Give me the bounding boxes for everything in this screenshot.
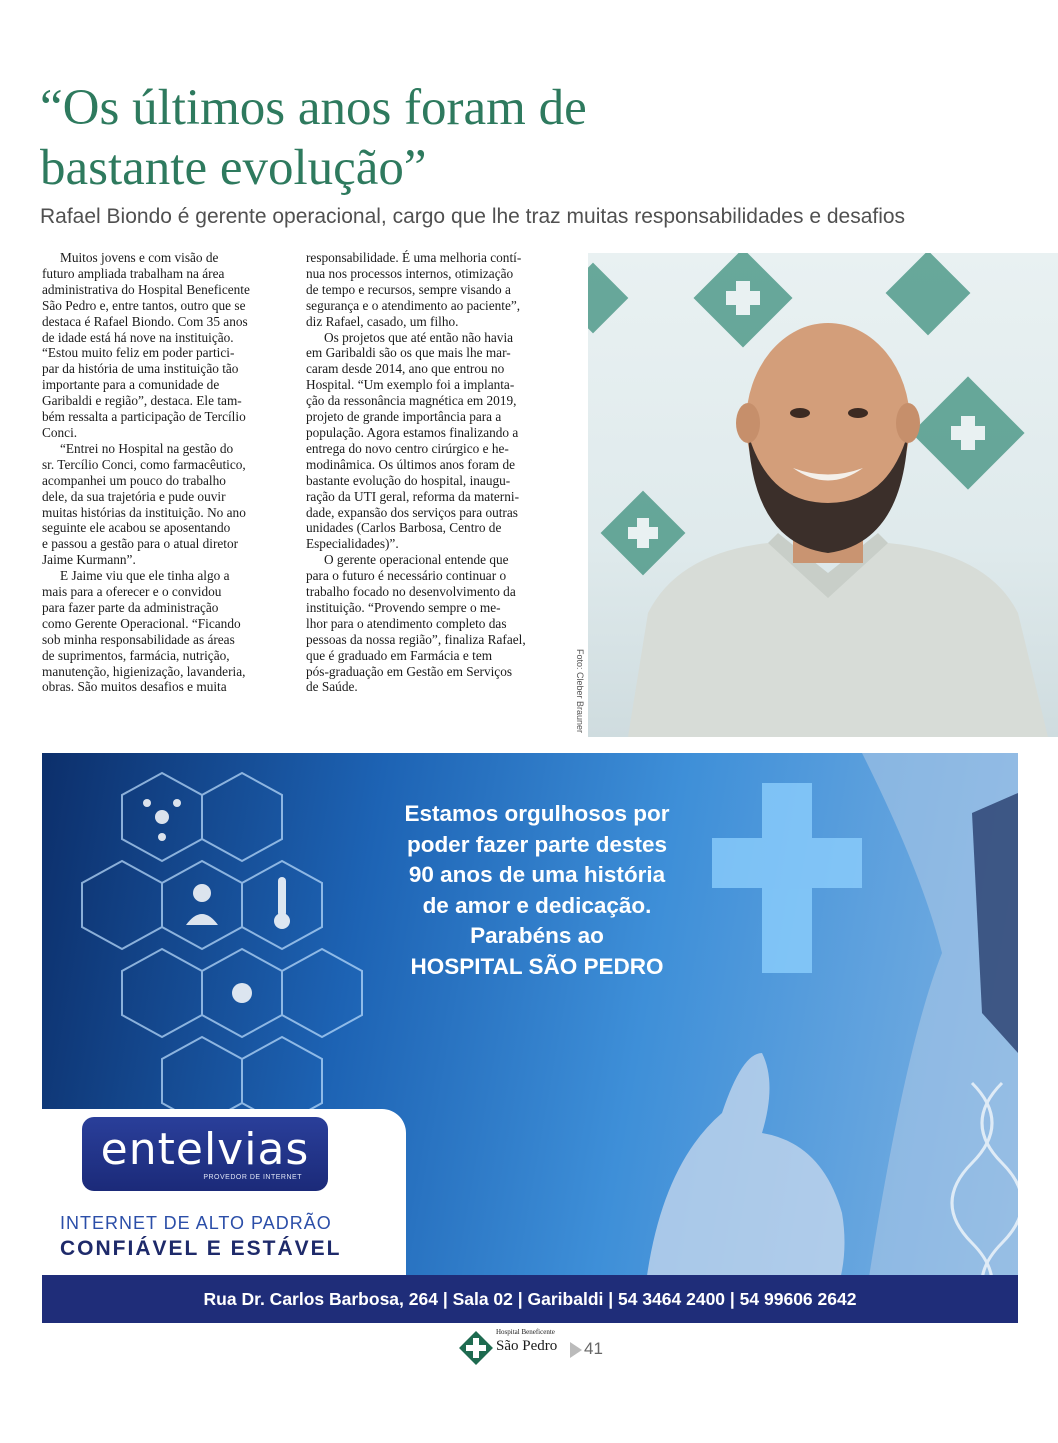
ad-message-line: poder fazer parte destes	[406, 831, 668, 857]
hospital-logo-icon	[458, 1330, 494, 1366]
entelvias-logo	[82, 1117, 328, 1191]
logo-wordmark: entelvias	[100, 1124, 310, 1175]
article-subtitle: Rafael Biondo é gerente operacional, cargo que lhe traz muitas responsabilidades e desafios	[40, 205, 906, 228]
headline-line-2: bastante evolução”	[40, 140, 427, 196]
logo-subtext: PROVEDOR DE INTERNET	[203, 1174, 302, 1181]
article-column-2	[306, 250, 562, 695]
page-number: 41	[584, 1339, 603, 1358]
ad-message	[372, 799, 702, 982]
portrait-photo	[588, 253, 1058, 737]
ad-logo-panel	[42, 1109, 406, 1275]
page-footer	[458, 1326, 618, 1370]
ad-address-bar: Rua Dr. Carlos Barbosa, 264 | Sala 02 | Garibaldi | 54 3464 2400 | 54 99606 2642	[42, 1275, 1018, 1323]
ad-tagline-1: INTERNET DE ALTO PADRÃO	[60, 1213, 332, 1233]
ad-message-line: Parabéns ao	[470, 923, 604, 948]
paragraph: Os projetos que até então não havia em Garibaldi são os que mais lhe mar- caram desde 2014, ano que entrou no Hospital. “Um exemplo foi a implanta- ção da ressonância magnética em 2019, projeto de grande importância para a população. Agora estamos finalizando a entrega do novo centro cirúrgico e he- modinâmica. Os últimos anos foram de bastante evolução do hospital, inaugu- ração da UTI geral, reforma da materni- dade, expansão dos serviços para outras unidades (Carlos Barbosa, Centro de Especialidades)”.	[306, 329, 519, 552]
footer-logo-name: São Pedro	[496, 1338, 558, 1354]
ad-message-line: 90 anos de uma história	[408, 862, 666, 887]
paragraph: Muitos jovens e com visão de futuro ampliada trabalham na área administrativa do Hospital Beneficente São Pedro e, entre tantos, outro que se destaca é Rafael Biondo. Com 35 anos de idade está há nove na instituição. “Estou muito feliz em poder partici- par da história de uma instituição tão importante para a comunidade de Garibaldi e região”, destaca. Ele tam- bém ressalta a participação de Tercílio Conci.	[42, 250, 250, 440]
paragraph: “Entrei no Hospital na gestão do sr. Tercílio Conci, como farmacêutico, acompanhei um pouco do trabalho dele, da sua trajetória e pude ouvir muitas histórias da instituição. No ano seguinte ele acabou se aposentando e passou a gestão para o atual diretor Jaime Kurmann”.	[42, 440, 246, 568]
paragraph: responsabilidade. É uma melhoria contí- nua nos processos internos, otimização de tempo e recursos, sempre visando a segurança e o atendimento ao paciente”, diz Rafael, casado, um filho.	[306, 250, 522, 329]
ad-tagline-2: CONFIÁVEL E ESTÁVEL	[60, 1237, 342, 1260]
footer-logo-subtext: Hospital Beneficente	[496, 1328, 555, 1336]
article-column-1	[42, 250, 286, 695]
paragraph: E Jaime viu que ele tinha algo a mais para a oferecer e o convidou para fazer parte da administração como Gerente Operacional. “Ficando sob minha responsabilidade as áreas de suprimentos, farmácia, nutrição, manutenção, higienização, lavanderia, obras. São muitos desafios e muita	[42, 568, 246, 695]
paragraph: O gerente operacional entende que para o futuro é necessário continuar o trabalho focado no desenvolvimento da instituição. “Provendo sempre o me- lhor para o atendimento completo das pessoas da nossa região”, finaliza Rafael, que é graduado em Farmácia e tem pós-graduação em Gestão em Serviços de Saúde.	[306, 552, 526, 695]
article-headline	[40, 78, 1000, 198]
ad-message-line: HOSPITAL SÃO PEDRO	[410, 953, 664, 979]
ad-message-line: de amor e dedicação.	[422, 892, 652, 918]
photo-credit: Foto: Cleber Brauner	[575, 648, 585, 734]
headline-line-1: “Os últimos anos foram de	[40, 80, 587, 136]
portrait-illustration	[588, 253, 1058, 737]
page-arrow-icon	[570, 1342, 582, 1358]
entelvias-advertisement	[42, 753, 1018, 1323]
ad-message-line: Estamos orgulhosos por	[404, 801, 670, 826]
